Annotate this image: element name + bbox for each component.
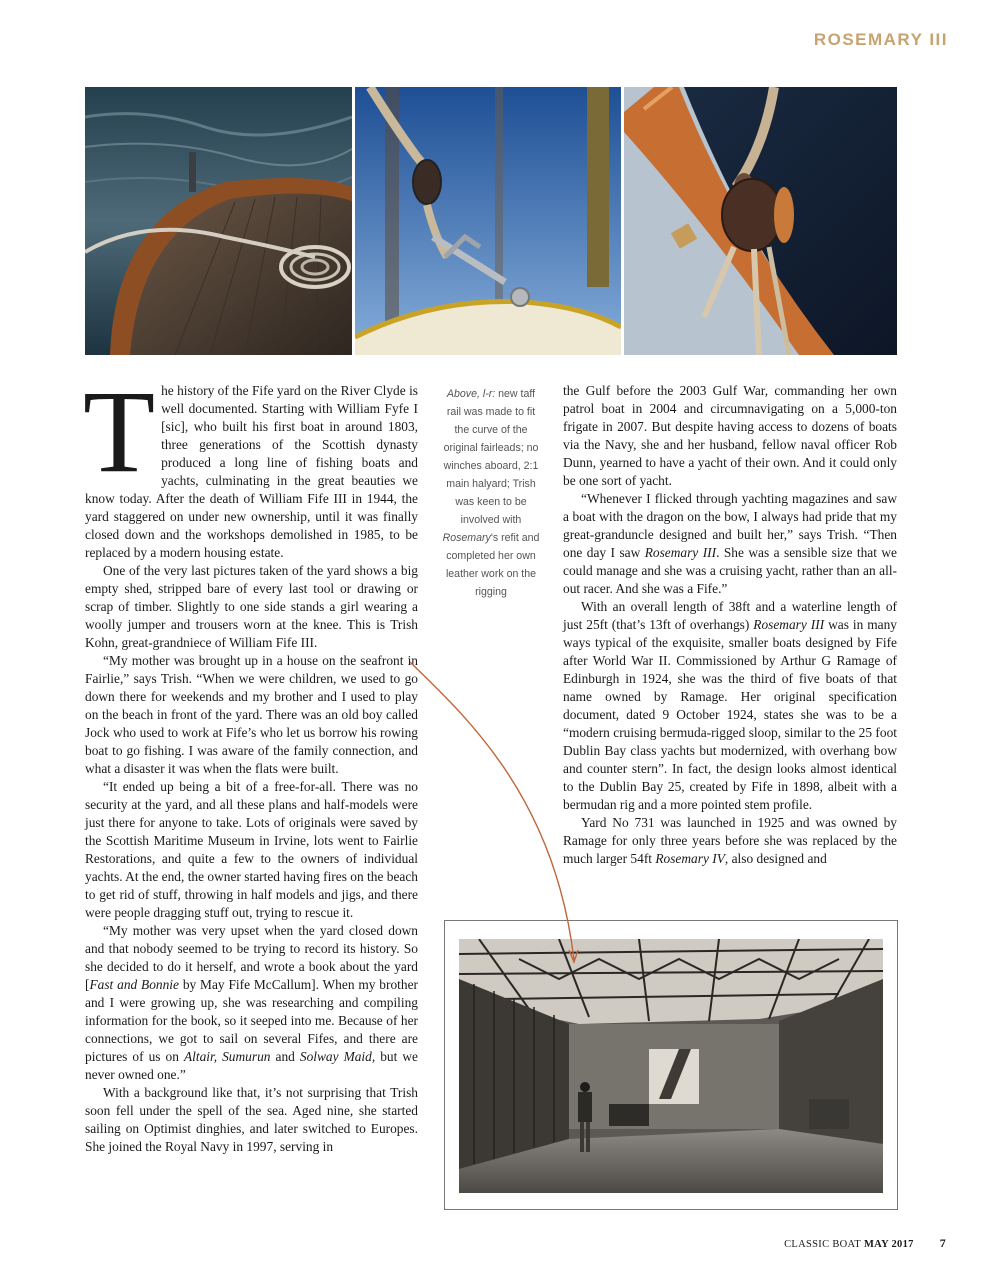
empty-shed-photo — [459, 939, 883, 1193]
boat-name: Rosemary IV — [655, 851, 725, 866]
paragraph: the Gulf before the 2003 Gulf War, commanding her own patrol boat in 2004 and circumnavigating on a 5,000-ton frigate in 2007. But despite having access to dozens of boats via the Navy, she and her husband, fellow naval officer Rob Dunn, yearned to have a yacht of their own. And it could only be one sort of yacht. — [563, 383, 897, 488]
paragraph: With an overall length of 38ft and a waterline length of just 25ft (that’s 13ft of overhangs) Rosemary III was in many ways typical of the exquisite, smaller boats designed by Fife after World War II. Commissioned by Arthur G Ramage of Edinburgh in 1924, she was the third of five boats of that name owned by Ramage. Her original specification document, dated 9 October 1924, states she was to be a “modern cruising bermuda-rigged sloop, similar to the 25 foot Dublin Bay class yachts but modernized, with overhang bow and counter stern”. In fact, the design looks almost identical to the Dublin Bay 25, created by Fife in 1898, albeit with a bermudan rig and a more pointed stem profile. — [563, 599, 897, 812]
caption-text: new taff rail was made to fit the curve of the original fairleads; no winches aboard, 2:1 main halyard; Trish was keen to be involved with — [443, 388, 539, 526]
book-title: Fast and Bonnie — [89, 977, 179, 992]
boat-names: Altair, Sumurun — [183, 1049, 271, 1064]
drop-cap: T — [83, 366, 156, 497]
leather-rigging-photo — [624, 87, 897, 355]
page-footer — [784, 1236, 946, 1251]
taff-rail-photo — [85, 87, 352, 355]
paragraph: The history of the Fife yard on the River Clyde is well documented. Starting with William Fyfe I [sic], who built his first boat in around 1803, three generations of the Scottish dynasty produced a long line of fishing boats and yachts, culminating in the great beauties we know today. After the death of William Fife III in 1944, the yard staggered on under new ownership, until it was finally closed down and the workshops demolished in 1985, to be replaced by a modern housing estate. — [83, 366, 418, 560]
page-number: 7 — [939, 1236, 946, 1250]
fairlead-photo — [355, 87, 621, 355]
boat-name: Rosemary III — [644, 545, 717, 560]
boat-name: Solway Maid — [299, 1049, 372, 1064]
paragraph: One of the very last pictures taken of the yard shows a big empty shed, stripped bare of every last tool or drawing or scrap of timber. Slightly to one side stands a girl wearing a woolly jumper and trousers worn at the knee. This is Trish Kohn, great-grandniece of William Fife III. — [85, 563, 418, 650]
paragraph: With a background like that, it’s not surprising that Trish soon fell under the spell of the sea. Aged nine, she started sailing on Optimist dinghies, and later switched to Europes. She joined the Royal Navy in 1997, serving in — [85, 1085, 418, 1154]
section-header: ROSEMARY III — [813, 30, 948, 49]
archive-photo-frame — [444, 920, 898, 1210]
boat-name: Rosemary III — [753, 617, 825, 632]
article-column-left — [83, 366, 418, 1156]
paragraph: Yard No 731 was launched in 1925 and was owned by Ramage for only three years before she was replaced by the much larger 54ft Rosemary IV, also designed and — [563, 815, 897, 866]
paragraph: “My mother was brought up in a house on the seafront in Fairlie,” says Trish. “When we were children, we used to go down there for weekends and my brother and I used to play on the beach in front of the yard. There was an old boy called Jock who used to work at Fife’s who let us borrow his rowing boat to go fishing. I was aware of the family connection, and what a disaster it was when the flats were built. — [85, 653, 418, 776]
paragraph: “Whenever I flicked through yachting magazines and saw a boat with the dragon on the bow, I always had pride that my great-granduncle designed and built her,” says Trish. “Then one day I saw Rosemary III. She was a sensible size that we could manage and she was a cruising yacht, rather than an all-out racer. And she was a Fife.” — [563, 491, 897, 596]
paragraph: “My mother was very upset when the yard closed down and that nobody seemed to be trying to record its history. So she decided to do it herself, and wrote a book about the yard [Fast and Bonnie by May Fife McCallum]. When my brother and I were growing up, she was researching and compiling information for the book, so it seeped into me. Because of her connections, we got to sail on several Fifes, and there are pictures of us on Altair, Sumurun and Solway Maid, but we never owned one.” — [85, 923, 418, 1082]
photo-caption — [440, 385, 542, 601]
issue-date: MAY 2017 — [863, 1239, 914, 1250]
caption-text-end: 's refit and completed her own leather work on the rigging — [445, 532, 540, 598]
article-column-right — [563, 382, 897, 868]
caption-boat-name: Rosemary — [442, 532, 491, 544]
magazine-name: CLASSIC BOAT — [784, 1239, 861, 1250]
paragraph: “It ended up being a bit of a free-for-all. There was no security at the yard, and all these plans and half-models were just there for anyone to take. Lots of originals were saved by the Scottish Maritime Museum in Irvine, lots went to Fairlie Restorations, and quite a few to the owners of individual yachts. At the end, the owner started having fires on the beach to get rid of stuff, throwing in half models and jigs, and there were people dragging stuff out, trying to rescue it. — [85, 779, 418, 920]
caption-lead: Above, l-r: — [446, 388, 496, 400]
